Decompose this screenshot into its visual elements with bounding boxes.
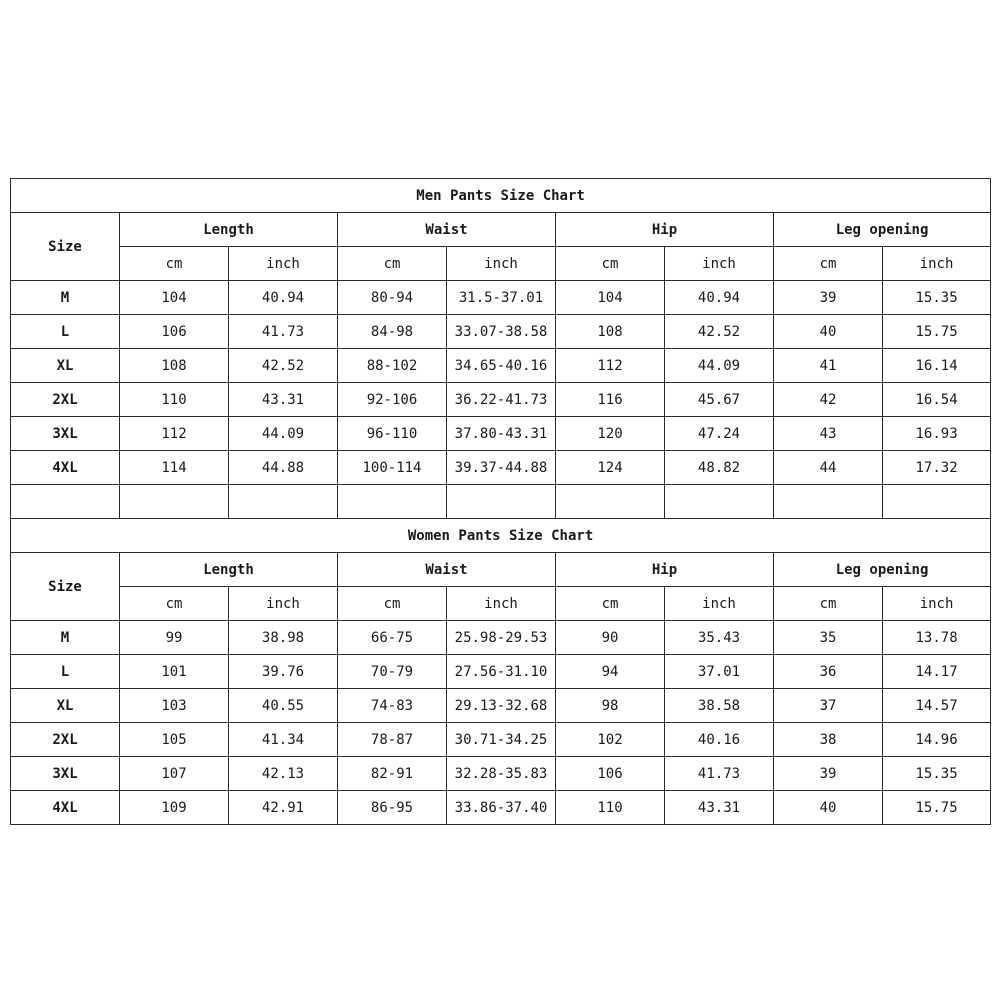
measurement-cell: 110 — [556, 791, 665, 825]
measurement-cell: 39.37-44.88 — [447, 451, 556, 485]
measurement-cell: 40 — [774, 791, 883, 825]
measurement-cell: 41.73 — [229, 315, 338, 349]
blank-cell — [774, 485, 883, 519]
measurement-cell: 103 — [120, 689, 229, 723]
measurement-cell: 39 — [774, 757, 883, 791]
measurement-cell: 120 — [556, 417, 665, 451]
group-header: Length — [120, 553, 338, 587]
measurement-cell: 96-110 — [338, 417, 447, 451]
group-header: Leg opening — [774, 553, 991, 587]
group-header: Waist — [338, 213, 556, 247]
measurement-cell: 110 — [120, 383, 229, 417]
measurement-cell: 32.28-35.83 — [447, 757, 556, 791]
measurement-cell: 14.96 — [883, 723, 991, 757]
measurement-cell: 124 — [556, 451, 665, 485]
measurement-cell: 16.93 — [883, 417, 991, 451]
measurement-cell: 42.13 — [229, 757, 338, 791]
measurement-cell: 40.94 — [229, 281, 338, 315]
measurement-cell: 30.71-34.25 — [447, 723, 556, 757]
measurement-cell: 33.07-38.58 — [447, 315, 556, 349]
measurement-cell: 105 — [120, 723, 229, 757]
measurement-cell: 43.31 — [229, 383, 338, 417]
group-header-row — [11, 553, 991, 587]
table-row — [11, 689, 991, 723]
size-chart-table — [10, 178, 991, 825]
blank-cell — [229, 485, 338, 519]
unit-header: inch — [883, 587, 991, 621]
blank-cell — [338, 485, 447, 519]
measurement-cell: 92-106 — [338, 383, 447, 417]
unit-header: cm — [774, 247, 883, 281]
measurement-cell: 94 — [556, 655, 665, 689]
measurement-cell: 47.24 — [665, 417, 774, 451]
measurement-cell: 104 — [556, 281, 665, 315]
blank-cell — [556, 485, 665, 519]
measurement-cell: 112 — [556, 349, 665, 383]
size-label: M — [11, 281, 120, 315]
measurement-cell: 42 — [774, 383, 883, 417]
measurement-cell: 108 — [120, 349, 229, 383]
section-title: Men Pants Size Chart — [11, 179, 991, 213]
blank-cell — [883, 485, 991, 519]
size-label: 4XL — [11, 791, 120, 825]
measurement-cell: 15.35 — [883, 757, 991, 791]
measurement-cell: 40 — [774, 315, 883, 349]
measurement-cell: 34.65-40.16 — [447, 349, 556, 383]
measurement-cell: 106 — [120, 315, 229, 349]
measurement-cell: 114 — [120, 451, 229, 485]
section-title: Women Pants Size Chart — [11, 519, 991, 553]
group-header: Waist — [338, 553, 556, 587]
measurement-cell: 42.91 — [229, 791, 338, 825]
measurement-cell: 100-114 — [338, 451, 447, 485]
measurement-cell: 84-98 — [338, 315, 447, 349]
measurement-cell: 88-102 — [338, 349, 447, 383]
group-header: Hip — [556, 553, 774, 587]
unit-header: inch — [229, 247, 338, 281]
measurement-cell: 116 — [556, 383, 665, 417]
measurement-cell: 37.01 — [665, 655, 774, 689]
blank-row — [11, 485, 991, 519]
table-row — [11, 621, 991, 655]
measurement-cell: 14.17 — [883, 655, 991, 689]
size-header: Size — [11, 213, 120, 281]
measurement-cell: 80-94 — [338, 281, 447, 315]
measurement-cell: 41.73 — [665, 757, 774, 791]
measurement-cell: 107 — [120, 757, 229, 791]
size-label: M — [11, 621, 120, 655]
measurement-cell: 70-79 — [338, 655, 447, 689]
size-label: 4XL — [11, 451, 120, 485]
table-row — [11, 281, 991, 315]
blank-cell — [665, 485, 774, 519]
unit-header: inch — [665, 247, 774, 281]
size-label: 2XL — [11, 723, 120, 757]
measurement-cell: 40.55 — [229, 689, 338, 723]
measurement-cell: 36 — [774, 655, 883, 689]
section-title-row — [11, 519, 991, 553]
measurement-cell: 82-91 — [338, 757, 447, 791]
size-label: 3XL — [11, 757, 120, 791]
measurement-cell: 33.86-37.40 — [447, 791, 556, 825]
table-row — [11, 451, 991, 485]
size-label: L — [11, 315, 120, 349]
measurement-cell: 36.22-41.73 — [447, 383, 556, 417]
unit-header: inch — [883, 247, 991, 281]
table-row — [11, 655, 991, 689]
group-header: Leg opening — [774, 213, 991, 247]
measurement-cell: 16.14 — [883, 349, 991, 383]
measurement-cell: 38.58 — [665, 689, 774, 723]
unit-header: cm — [556, 587, 665, 621]
measurement-cell: 66-75 — [338, 621, 447, 655]
measurement-cell: 25.98-29.53 — [447, 621, 556, 655]
unit-header: inch — [665, 587, 774, 621]
measurement-cell: 43 — [774, 417, 883, 451]
blank-cell — [447, 485, 556, 519]
unit-header: cm — [338, 247, 447, 281]
measurement-cell: 48.82 — [665, 451, 774, 485]
measurement-cell: 99 — [120, 621, 229, 655]
size-header: Size — [11, 553, 120, 621]
table-row — [11, 383, 991, 417]
measurement-cell: 29.13-32.68 — [447, 689, 556, 723]
measurement-cell: 102 — [556, 723, 665, 757]
measurement-cell: 14.57 — [883, 689, 991, 723]
unit-header-row — [11, 247, 991, 281]
measurement-cell: 112 — [120, 417, 229, 451]
measurement-cell: 35.43 — [665, 621, 774, 655]
measurement-cell: 15.75 — [883, 791, 991, 825]
measurement-cell: 98 — [556, 689, 665, 723]
measurement-cell: 37.80-43.31 — [447, 417, 556, 451]
measurement-cell: 15.75 — [883, 315, 991, 349]
table-row — [11, 791, 991, 825]
size-chart-body — [11, 179, 991, 825]
blank-cell — [11, 485, 120, 519]
table-row — [11, 315, 991, 349]
size-label: XL — [11, 689, 120, 723]
measurement-cell: 74-83 — [338, 689, 447, 723]
measurement-cell: 42.52 — [229, 349, 338, 383]
measurement-cell: 86-95 — [338, 791, 447, 825]
measurement-cell: 106 — [556, 757, 665, 791]
table-row — [11, 417, 991, 451]
unit-header: inch — [229, 587, 338, 621]
measurement-cell: 104 — [120, 281, 229, 315]
measurement-cell: 38.98 — [229, 621, 338, 655]
unit-header: cm — [120, 247, 229, 281]
measurement-cell: 101 — [120, 655, 229, 689]
measurement-cell: 90 — [556, 621, 665, 655]
measurement-cell: 44.09 — [665, 349, 774, 383]
measurement-cell: 35 — [774, 621, 883, 655]
measurement-cell: 27.56-31.10 — [447, 655, 556, 689]
unit-header: cm — [338, 587, 447, 621]
size-label: 2XL — [11, 383, 120, 417]
table-row — [11, 349, 991, 383]
measurement-cell: 39.76 — [229, 655, 338, 689]
unit-header: cm — [556, 247, 665, 281]
measurement-cell: 45.67 — [665, 383, 774, 417]
measurement-cell: 42.52 — [665, 315, 774, 349]
unit-header: cm — [120, 587, 229, 621]
table-row — [11, 723, 991, 757]
group-header: Hip — [556, 213, 774, 247]
measurement-cell: 44.88 — [229, 451, 338, 485]
size-label: 3XL — [11, 417, 120, 451]
group-header: Length — [120, 213, 338, 247]
blank-cell — [120, 485, 229, 519]
unit-header-row — [11, 587, 991, 621]
section-title-row — [11, 179, 991, 213]
measurement-cell: 109 — [120, 791, 229, 825]
size-label: XL — [11, 349, 120, 383]
measurement-cell: 43.31 — [665, 791, 774, 825]
measurement-cell: 38 — [774, 723, 883, 757]
measurement-cell: 108 — [556, 315, 665, 349]
measurement-cell: 44.09 — [229, 417, 338, 451]
measurement-cell: 37 — [774, 689, 883, 723]
group-header-row — [11, 213, 991, 247]
size-label: L — [11, 655, 120, 689]
measurement-cell: 40.16 — [665, 723, 774, 757]
measurement-cell: 15.35 — [883, 281, 991, 315]
measurement-cell: 44 — [774, 451, 883, 485]
table-row — [11, 757, 991, 791]
measurement-cell: 17.32 — [883, 451, 991, 485]
measurement-cell: 40.94 — [665, 281, 774, 315]
unit-header: inch — [447, 587, 556, 621]
unit-header: inch — [447, 247, 556, 281]
measurement-cell: 31.5-37.01 — [447, 281, 556, 315]
measurement-cell: 13.78 — [883, 621, 991, 655]
measurement-cell: 39 — [774, 281, 883, 315]
measurement-cell: 41.34 — [229, 723, 338, 757]
measurement-cell: 41 — [774, 349, 883, 383]
unit-header: cm — [774, 587, 883, 621]
measurement-cell: 78-87 — [338, 723, 447, 757]
measurement-cell: 16.54 — [883, 383, 991, 417]
